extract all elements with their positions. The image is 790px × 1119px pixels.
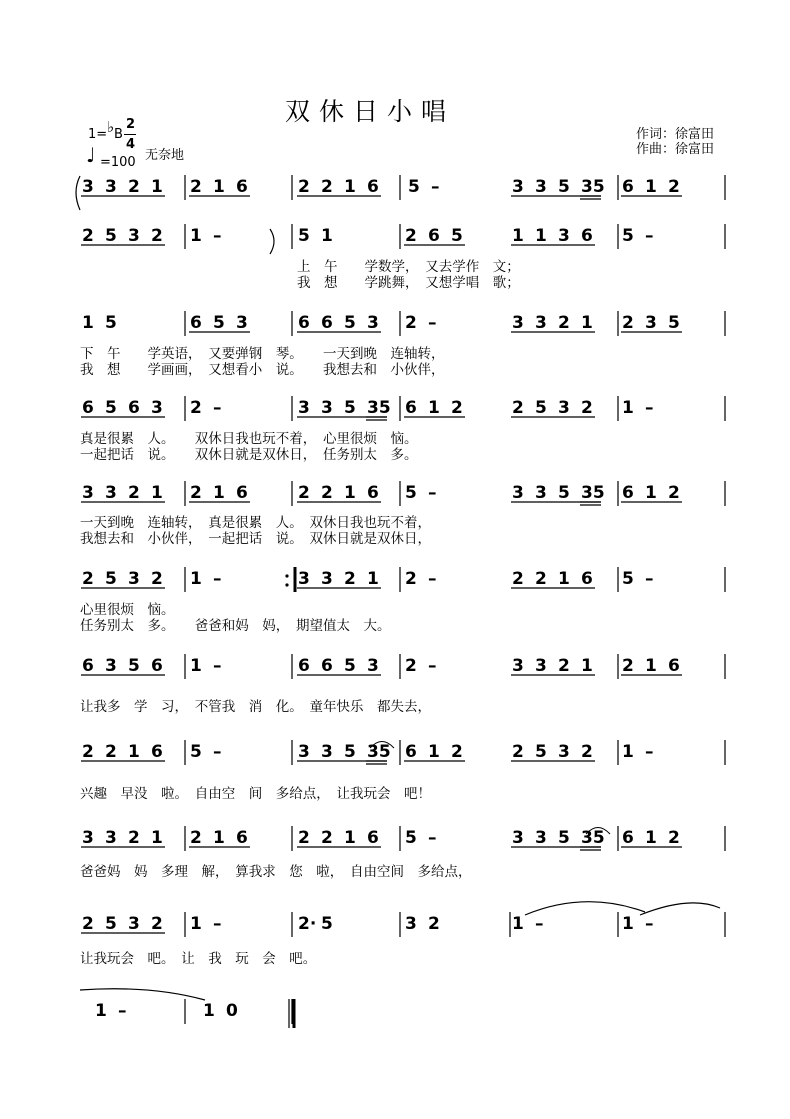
jianpu-note: 3 <box>82 828 94 848</box>
jianpu-note: – <box>431 177 440 197</box>
jianpu-note: 1 <box>82 313 94 333</box>
jianpu-note: 3 <box>321 742 333 762</box>
jianpu-note: 5 <box>622 569 634 589</box>
jianpu-note: 6 <box>151 742 163 762</box>
lyric-line: 爸爸妈 妈 多理 解， 算我求 您 啦， 自由空间 多给点， <box>80 864 472 880</box>
jianpu-note: 6 <box>405 742 417 762</box>
quarter-note-icon: ♩ <box>86 143 96 167</box>
jianpu-note: 3 <box>236 313 248 333</box>
jianpu-note: 1 <box>190 569 202 589</box>
jianpu-note: 3 <box>367 313 379 333</box>
jianpu-note: 6 <box>236 483 248 503</box>
jianpu-note: 1 <box>213 828 225 848</box>
jianpu-note: 1 <box>128 742 140 762</box>
jianpu-note: 5 <box>558 483 570 503</box>
jianpu-note: 5 <box>535 742 547 762</box>
jianpu-note: – <box>428 828 437 848</box>
jianpu-note: 1 <box>190 226 202 246</box>
jianpu-note: 2 <box>512 569 524 589</box>
jianpu-note: 3 <box>321 569 333 589</box>
jianpu-note: 2 <box>128 483 140 503</box>
jianpu-note: 1 <box>645 828 657 848</box>
jianpu-note: 6 <box>128 398 140 418</box>
jianpu-note: 1 <box>151 828 163 848</box>
jianpu-note: 5 <box>668 313 680 333</box>
jianpu-note: 1 <box>321 226 333 246</box>
jianpu-note: 1 <box>367 569 379 589</box>
lyric-line: 我 想 学跳舞， 又想学唱 歌； <box>297 275 520 291</box>
jianpu-note: 1 <box>151 483 163 503</box>
jianpu-note: 5 <box>344 742 356 762</box>
jianpu-note: 1 <box>428 742 440 762</box>
jianpu-note: 5 <box>105 226 117 246</box>
jianpu-note: 6 <box>622 828 634 848</box>
jianpu-note: 3 <box>105 177 117 197</box>
jianpu-note: 3 <box>128 226 140 246</box>
jianpu-note: – <box>213 656 222 676</box>
jianpu-note: 5 <box>105 569 117 589</box>
jianpu-note: – <box>428 313 437 333</box>
jianpu-note: 3 <box>558 742 570 762</box>
jianpu-note: – <box>645 742 654 762</box>
jianpu-note: 6 <box>668 656 680 676</box>
phrase-bracket <box>270 229 274 254</box>
jianpu-note: 1 <box>645 177 657 197</box>
repeat-dot <box>285 574 288 577</box>
jianpu-note: 1 <box>581 313 593 333</box>
time-signature-top: 2 <box>126 117 136 132</box>
jianpu-note: 2 <box>190 177 202 197</box>
lyric-line: 兴趣 早没 啦。 自由空 间 多给点， 让我玩会 吧！ <box>80 786 431 802</box>
jianpu-note: 3 <box>298 398 310 418</box>
jianpu-note: 3 <box>535 828 547 848</box>
jianpu-note: 1 <box>622 398 634 418</box>
jianpu-note: 3 <box>105 656 117 676</box>
jianpu-note: 6 <box>622 177 634 197</box>
jianpu-note: 5 <box>344 398 356 418</box>
jianpu-note: – <box>213 569 222 589</box>
jianpu-note: 3 <box>645 313 657 333</box>
jianpu-note: 6 <box>428 226 440 246</box>
jianpu-note: 5 <box>558 177 570 197</box>
jianpu-note: 5 <box>105 914 117 934</box>
jianpu-note: 5 <box>344 313 356 333</box>
jianpu-note: 2 <box>512 742 524 762</box>
jianpu-note: 6 <box>298 313 310 333</box>
jianpu-note: 3 <box>82 483 94 503</box>
song-title: 双休日小唱 <box>284 97 455 126</box>
jianpu-note: 2 <box>82 914 94 934</box>
lyric-line: 真是很累 人。 双休日我也玩不着， 心里很烦 恼。 <box>80 431 418 447</box>
jianpu-note: 1 <box>213 177 225 197</box>
jianpu-note: 2 <box>405 313 417 333</box>
jianpu-note: 2 <box>535 569 547 589</box>
jianpu-note: 3 <box>558 226 570 246</box>
lyricist-credit: 作词：徐富田 <box>636 127 715 142</box>
jianpu-note: 3 <box>535 483 547 503</box>
jianpu-note: 3 <box>128 569 140 589</box>
time-signature-bottom: 4 <box>126 137 136 152</box>
jianpu-note: 3 <box>535 313 547 333</box>
lyric-line: 我 想 学画画， 又想看小 说。 我想去和 小伙伴， <box>80 362 445 378</box>
key-prefix: 1= <box>88 127 108 142</box>
jianpu-note: 1 <box>344 828 356 848</box>
jianpu-note: – <box>645 569 654 589</box>
jianpu-note: – <box>645 398 654 418</box>
jianpu-note: 2 <box>451 398 463 418</box>
jianpu-note: 3 <box>105 483 117 503</box>
jianpu-note: 1 <box>581 656 593 676</box>
jianpu-note: 2 <box>405 226 417 246</box>
repeat-dot <box>285 583 288 586</box>
jianpu-note: 5 <box>128 656 140 676</box>
jianpu-note: 3 <box>128 914 140 934</box>
jianpu-note: 2 <box>190 398 202 418</box>
composer-credit: 作曲：徐富田 <box>636 142 715 157</box>
jianpu-note: 6 <box>581 226 593 246</box>
jianpu-note: 2 <box>298 177 310 197</box>
jianpu-note: 6 <box>82 398 94 418</box>
jianpu-note: 6 <box>151 656 163 676</box>
jianpu-note: 2 <box>151 226 163 246</box>
jianpu-note: 1 <box>344 177 356 197</box>
jianpu-note: 1 <box>535 226 547 246</box>
lyric-line: 让我玩会 吧。 让 我 玩 会 吧。 <box>80 951 317 967</box>
jianpu-note: 5 <box>321 914 333 934</box>
jianpu-note: 2 <box>428 914 440 934</box>
lyric-line: 一起把话 说。 双休日就是双休日， 任务别太 多。 <box>80 447 418 463</box>
tie-arc <box>525 902 645 915</box>
flat-sign: ♭ <box>107 118 115 136</box>
jianpu-note: – <box>428 483 437 503</box>
jianpu-note: 6 <box>236 828 248 848</box>
jianpu-note: 6 <box>405 398 417 418</box>
jianpu-note: 2 <box>190 828 202 848</box>
jianpu-note: 5 <box>344 656 356 676</box>
jianpu-note: 2 <box>668 177 680 197</box>
jianpu-note: – <box>428 569 437 589</box>
jianpu-note: 3 <box>535 656 547 676</box>
jianpu-note: 2 <box>558 656 570 676</box>
jianpu-note: 1 <box>95 1001 107 1021</box>
jianpu-note: 2 <box>151 914 163 934</box>
jianpu-note: 3 <box>82 177 94 197</box>
jianpu-note: 6 <box>321 656 333 676</box>
jianpu-note: 6 <box>367 828 379 848</box>
jianpu-note: 3 <box>298 742 310 762</box>
jianpu-note: 5 <box>298 226 310 246</box>
jianpu-note: 1 <box>512 914 524 934</box>
jianpu-note: 6 <box>367 483 379 503</box>
jianpu-note: 5 <box>213 313 225 333</box>
jianpu-note: 3 <box>298 569 310 589</box>
jianpu-note: 2 <box>622 656 634 676</box>
jianpu-note: 5 <box>408 177 420 197</box>
jianpu-note: 2 <box>82 742 94 762</box>
jianpu-note: – <box>645 914 654 934</box>
lyric-line: 任务别太 多。 爸爸和妈 妈， 期望值太 大。 <box>80 618 391 634</box>
jianpu-note: 2 <box>321 177 333 197</box>
jianpu-note: 3 <box>512 177 524 197</box>
jianpu-note: – <box>213 398 222 418</box>
jianpu-note: 3 <box>512 483 524 503</box>
jianpu-note: 3 <box>367 656 379 676</box>
jianpu-note: 1 <box>190 656 202 676</box>
jianpu-note: – <box>213 226 222 246</box>
jianpu-note: 5 <box>105 398 117 418</box>
jianpu-note: 3 <box>321 398 333 418</box>
jianpu-note: 3 <box>105 828 117 848</box>
jianpu-note: 1 <box>428 398 440 418</box>
jianpu-note: 2 <box>105 742 117 762</box>
jianpu-note: 5 <box>105 313 117 333</box>
jianpu-note: 5 <box>558 828 570 848</box>
jianpu-note: – <box>645 226 654 246</box>
jianpu-note: 2 <box>151 569 163 589</box>
jianpu-note: 1 <box>558 569 570 589</box>
jianpu-note: 5 <box>405 828 417 848</box>
jianpu-note: 2 <box>321 483 333 503</box>
jianpu-note: 3 <box>512 656 524 676</box>
jianpu-note: 1 <box>622 914 634 934</box>
tempo-value: =100 <box>100 155 136 170</box>
jianpu-note: 3 <box>512 313 524 333</box>
jianpu-note: 1 <box>645 656 657 676</box>
expression-marking: 无奈地 <box>145 148 185 163</box>
lyric-line: 一天到晚 连轴转， 真是很累 人。 双休日我也玩不着， <box>80 515 431 531</box>
jianpu-note: 1 <box>622 742 634 762</box>
jianpu-note: 35 <box>367 742 391 762</box>
jianpu-note: 2 <box>321 828 333 848</box>
jianpu-note: 5 <box>190 742 202 762</box>
jianpu-note: 1 <box>645 483 657 503</box>
jianpu-note: 6 <box>321 313 333 333</box>
jianpu-note: 3 <box>151 398 163 418</box>
lyric-line: 上 午 学数学， 又去学作 文； <box>297 259 520 275</box>
jianpu-note: 2 <box>82 226 94 246</box>
jianpu-note: 2 <box>581 742 593 762</box>
jianpu-note: 2 <box>581 398 593 418</box>
key-note: B <box>114 127 123 142</box>
jianpu-note: 3 <box>512 828 524 848</box>
jianpu-note: 6 <box>82 656 94 676</box>
lyric-line: 心里很烦 恼。 <box>80 602 175 618</box>
jianpu-note: 0 <box>226 1001 238 1021</box>
jianpu-note: 35 <box>581 828 605 848</box>
jianpu-note: 6 <box>190 313 202 333</box>
jianpu-note: 2 <box>451 742 463 762</box>
jianpu-note: 6 <box>298 656 310 676</box>
jianpu-note: 2 <box>128 828 140 848</box>
jianpu-note: 35 <box>581 483 605 503</box>
lyric-line: 让我多 学 习， 不管我 消 化。 童年快乐 都失去， <box>80 699 431 715</box>
jianpu-note: 5 <box>535 398 547 418</box>
jianpu-note: 5 <box>405 483 417 503</box>
jianpu-note: – <box>213 742 222 762</box>
jianpu-note: 6 <box>622 483 634 503</box>
jianpu-note: 3 <box>535 177 547 197</box>
jianpu-note: 2 <box>405 569 417 589</box>
jianpu-note: 2 <box>298 828 310 848</box>
jianpu-note: 6 <box>236 177 248 197</box>
jianpu-note: 2 <box>128 177 140 197</box>
jianpu-note: 2 <box>512 398 524 418</box>
jianpu-note: 3 <box>405 914 417 934</box>
jianpu-note: 2 <box>405 656 417 676</box>
jianpu-note: – <box>213 914 222 934</box>
jianpu-note: 5 <box>622 226 634 246</box>
jianpu-note: 2 <box>622 313 634 333</box>
jianpu-note: 6 <box>367 177 379 197</box>
lyric-line: 我想去和 小伙伴， 一起把话 说。 双休日就是双休日， <box>80 531 431 547</box>
jianpu-note: 5 <box>451 226 463 246</box>
jianpu-note: – <box>118 1001 127 1021</box>
jianpu-note: 1 <box>213 483 225 503</box>
tie-arc <box>80 989 205 1000</box>
jianpu-note: 2 <box>344 569 356 589</box>
jianpu-note: 1 <box>344 483 356 503</box>
jianpu-note: 2 <box>190 483 202 503</box>
jianpu-note: – <box>428 656 437 676</box>
jianpu-note: 2 <box>668 828 680 848</box>
jianpu-note: 2 <box>558 313 570 333</box>
jianpu-note: 1 <box>190 914 202 934</box>
jianpu-note: 1 <box>203 1001 215 1021</box>
phrase-bracket <box>76 176 80 210</box>
jianpu-note: 35 <box>581 177 605 197</box>
lyric-line: 下 午 学英语， 又要弹钢 琴。 一天到晚 连轴转， <box>80 346 445 362</box>
jianpu-note: 35 <box>367 398 391 418</box>
jianpu-note: – <box>535 914 544 934</box>
jianpu-note: 3 <box>558 398 570 418</box>
jianpu-note: 2 <box>298 483 310 503</box>
jianpu-note: 2 <box>668 483 680 503</box>
jianpu-note: 1 <box>512 226 524 246</box>
jianpu-note: 1 <box>151 177 163 197</box>
jianpu-note: 2· <box>298 914 317 934</box>
jianpu-note: 2 <box>82 569 94 589</box>
jianpu-note: 6 <box>581 569 593 589</box>
